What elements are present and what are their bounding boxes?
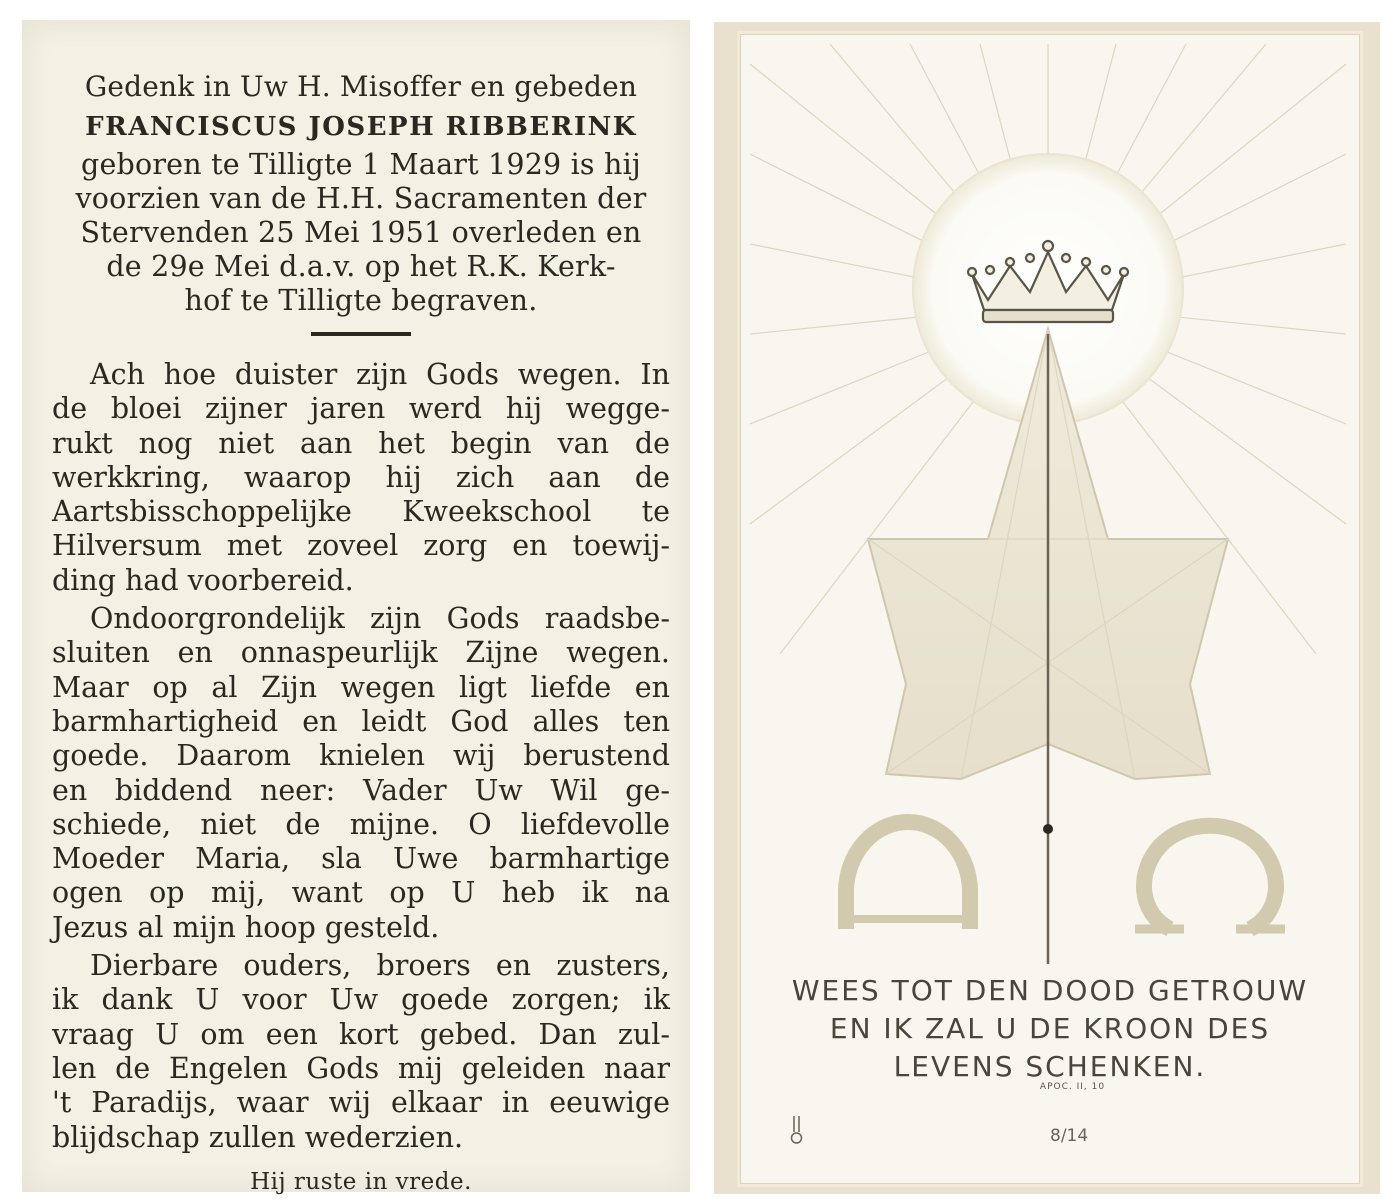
text-line: sluiten en onnaspeurlijk Zijne wegen. bbox=[52, 636, 670, 670]
text-line: ik dank U voor Uw goede zorgen; ik bbox=[52, 983, 670, 1017]
bio-line: Stervenden 25 Mei 1951 overleden en bbox=[80, 216, 642, 249]
text-line: Maar op al Zijn wegen ligt liefde en bbox=[52, 670, 670, 704]
text-line: Hilversum met zoveel zorg en toewij- bbox=[52, 529, 670, 563]
text-line: en biddend neer: Vader Uw Wil ge- bbox=[52, 773, 670, 807]
paragraph-1 bbox=[52, 358, 670, 598]
text-line: Ondoorgrondelijk zijn Gods raadsbe- bbox=[90, 602, 670, 636]
bio-line: de 29e Mei d.a.v. op het R.K. Kerk- bbox=[106, 250, 616, 283]
text-line: Aartsbisschoppelijke Kweekschool te bbox=[52, 495, 670, 529]
text-line: rukt nog niet aan het begin van de bbox=[52, 426, 670, 460]
biography-block bbox=[52, 148, 670, 318]
text-line: barmhartigheid en leidt God alles ten bbox=[52, 704, 670, 738]
text-line: de bloei zijner jaren werd hij wegge- bbox=[52, 392, 670, 426]
star-leaf-shape bbox=[868, 329, 1228, 964]
header-text: Gedenk in Uw H. Misoffer en gebeden bbox=[84, 70, 638, 103]
motto-line: LEVENS SCHENKEN. bbox=[893, 1050, 1207, 1083]
text-line: schiede, niet de mijne. O liefdevolle bbox=[52, 807, 670, 841]
text-line: Jezus al mijn hoop gesteld. bbox=[52, 910, 440, 944]
divider-rule bbox=[311, 332, 411, 336]
image-frame bbox=[740, 34, 1360, 1184]
text-line: vraag U om een kort gebed. Dan zul- bbox=[52, 1017, 670, 1051]
monogram-icon bbox=[792, 1116, 802, 1143]
omega-symbol bbox=[1135, 826, 1285, 929]
text-line: goede. Daarom knielen wij berustend bbox=[52, 739, 670, 773]
bio-line: voorzien van de H.H. Sacramenten der bbox=[75, 182, 647, 215]
text-line: werkkring, waarop hij zich aan de bbox=[52, 460, 670, 494]
alpha-symbol bbox=[844, 822, 972, 929]
text-line: 't Paradijs, waar wij elkaar in eeuwige bbox=[52, 1086, 670, 1120]
text-line: blijdschap zullen wederzien. bbox=[52, 1120, 464, 1154]
text-line: len de Engelen Gods mij geleiden naar bbox=[52, 1051, 670, 1085]
card-number: 8/14 bbox=[1050, 1126, 1089, 1146]
memorial-text-card bbox=[22, 20, 690, 1195]
deceased-name: FRANCISCUS JOSEPH RIBBERINK bbox=[85, 112, 637, 142]
text-line: Ach hoe duister zijn Gods wegen. In bbox=[90, 358, 670, 391]
memorial-image-card bbox=[714, 22, 1380, 1194]
bio-line: geboren te Tilligte 1 Maart 1929 is hij bbox=[81, 148, 641, 181]
motto-line: WEES TOT DEN DOOD GETROUW bbox=[791, 974, 1309, 1007]
closing-text: Hij ruste in vrede. bbox=[250, 1168, 472, 1195]
paragraph-2 bbox=[52, 602, 670, 945]
motto-line: EN IK ZAL U DE KROON DES bbox=[829, 1012, 1271, 1045]
paragraph-3 bbox=[52, 949, 670, 1155]
bio-line: hof te Tilligte begraven. bbox=[184, 284, 538, 317]
text-line: ogen op mij, want op U heb ik na bbox=[52, 876, 670, 910]
text-line: Dierbare ouders, broers en zusters, bbox=[90, 949, 670, 983]
text-line: ding had voorbereid. bbox=[52, 563, 354, 597]
scripture-reference: APOC. II, 10 bbox=[1039, 1082, 1106, 1092]
text-line: Moeder Maria, sla Uwe barmhartige bbox=[52, 842, 670, 876]
